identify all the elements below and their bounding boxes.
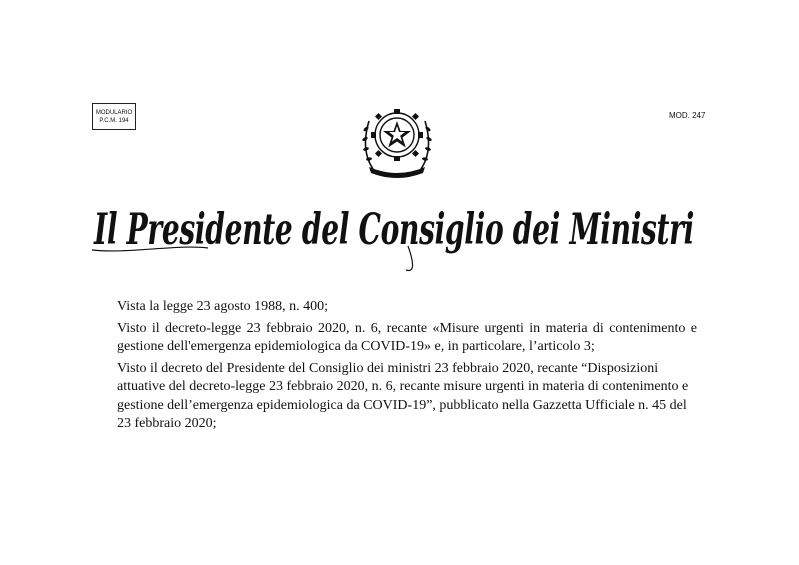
modulario-stamp xyxy=(92,103,136,130)
page-title xyxy=(88,184,708,274)
paragraph-legge-400: Vista la legge 23 agosto 1988, n. 400; xyxy=(117,299,329,314)
italian-republic-emblem-icon xyxy=(359,99,435,179)
paragraph-dpcm: Visto il decreto del Presidente del Consiglio dei ministri 23 febbraio 2020, recante “Disposizioni attuative del decreto-legge 23 febbraio 2020, n. 6, recante misure urgenti in materia di contenimento e gestione dell’emergenza epidemiologica da COVID-19”, pubblicato nella Gazzetta Ufficiale n. 45 del 23 febbraio 2020; xyxy=(117,360,689,431)
document-body xyxy=(117,298,697,437)
modulario-label: MODULARIO xyxy=(95,109,133,116)
mod-code: MOD. 247 xyxy=(669,111,706,120)
page-title-text: Il Presidente del Consiglio dei Ministri xyxy=(92,205,694,255)
paragraph-decreto-legge: Visto il decreto-legge 23 febbraio 2020, n. 6, recante «Misure urgenti in materia di contenimento e gestione dell'emergenza epidemiologica da COVID-19» e, in particolare, l’articolo 3; xyxy=(117,320,697,354)
modulario-code: P.C.M. 194 xyxy=(99,117,129,124)
